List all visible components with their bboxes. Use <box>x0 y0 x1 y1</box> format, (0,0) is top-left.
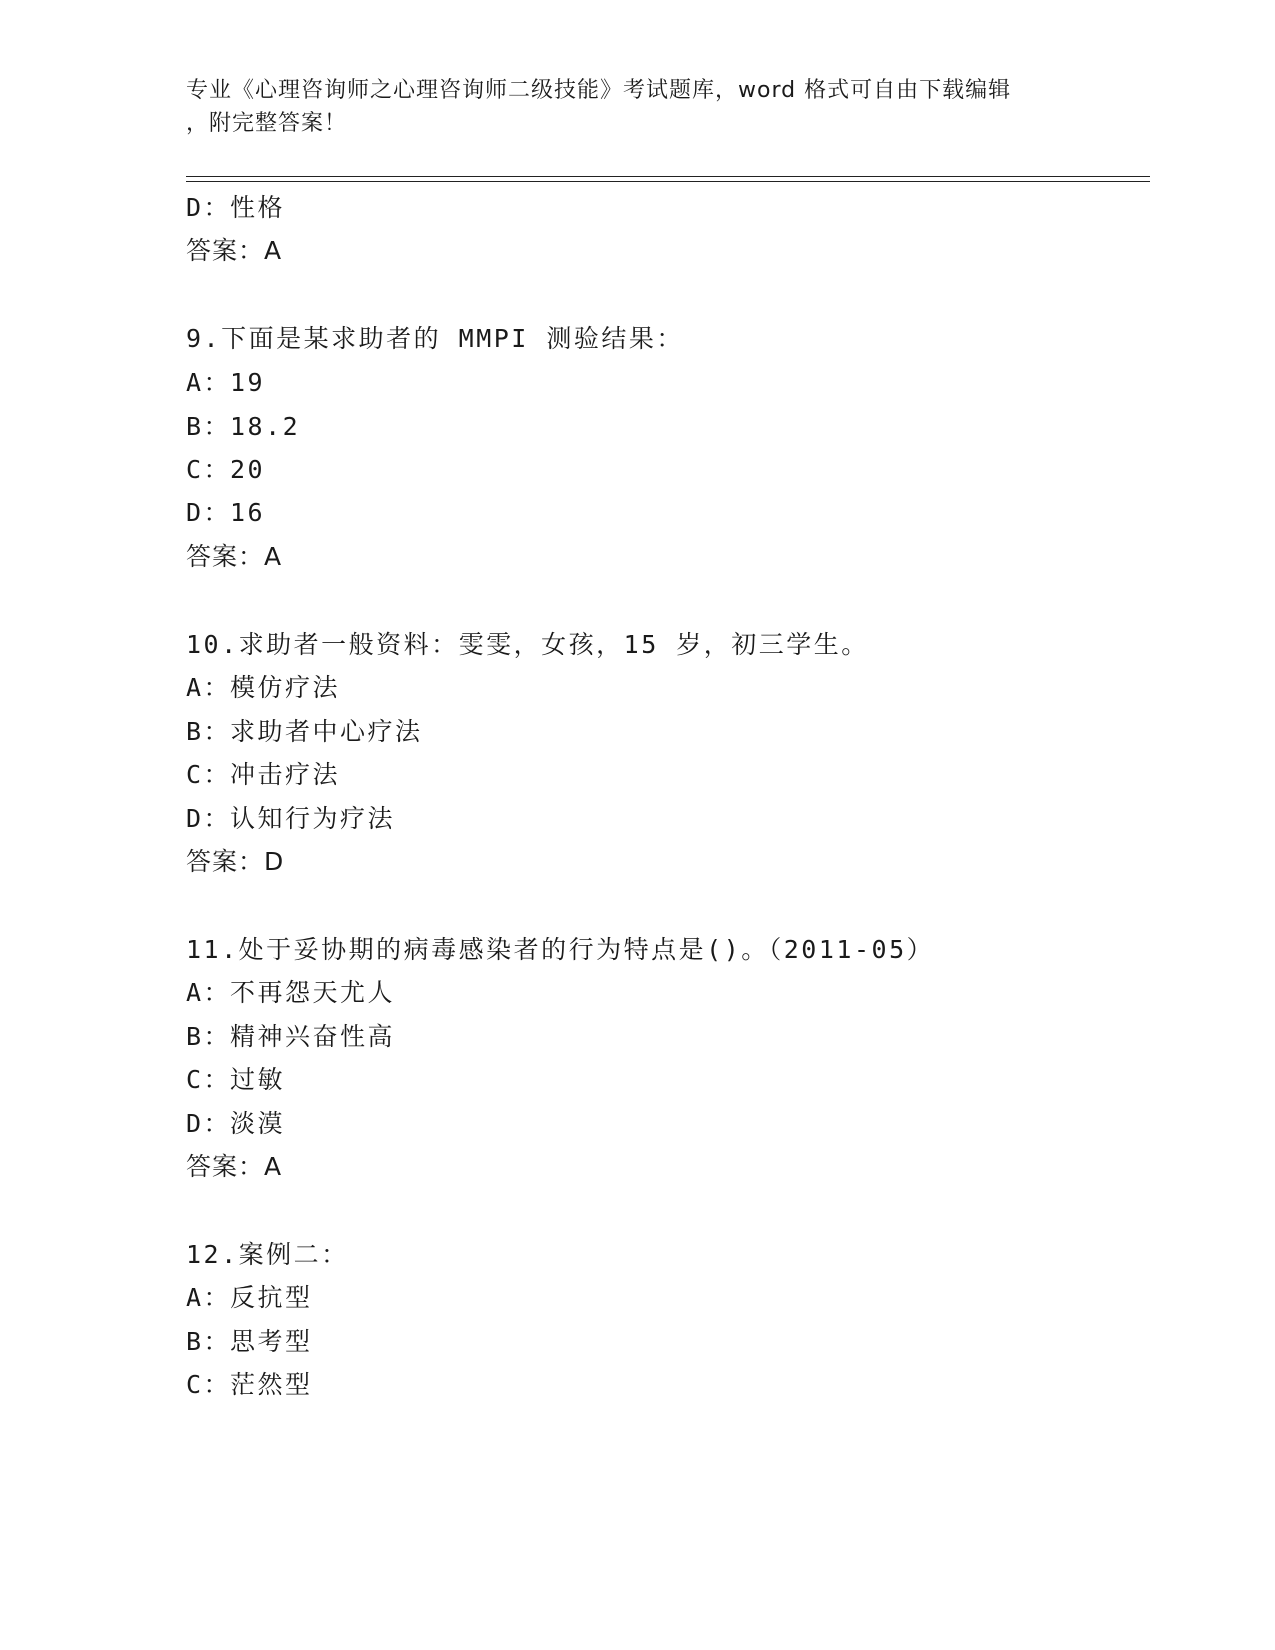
option-a <box>186 1283 313 1313</box>
header-divider-top <box>186 176 1150 177</box>
option-c <box>186 455 265 485</box>
question-stem: 9.下面是某求助者的 MMPI 测验结果： <box>186 324 684 353</box>
option-d <box>186 1109 285 1139</box>
option-text: 19 <box>230 368 266 397</box>
option-letter: A： <box>186 673 232 702</box>
option-letter: D： <box>186 1109 232 1138</box>
option-letter: C： <box>186 455 232 484</box>
option-d <box>186 193 285 223</box>
question-stem: 10.求助者一般资料：雯雯，女孩，15 岁，初三学生。 <box>186 630 869 659</box>
option-d <box>186 498 265 528</box>
option-a <box>186 673 340 703</box>
option-letter: B： <box>186 1022 232 1051</box>
option-text: 20 <box>230 455 266 484</box>
option-text: 思考型 <box>230 1327 313 1356</box>
question-stem: 11.处于妥协期的病毒感染者的行为特点是()。（2011-05） <box>186 935 935 964</box>
option-letter: C： <box>186 1065 232 1094</box>
option-letter: D： <box>186 498 232 527</box>
option-text: 认知行为疗法 <box>230 804 396 833</box>
question-stem: 12.案例二： <box>186 1240 349 1269</box>
option-text: 性格 <box>230 193 286 222</box>
option-text: 茫然型 <box>230 1370 313 1399</box>
option-text: 不再怨天尤人 <box>230 978 396 1007</box>
header-title-line-1: 专业《心理咨询师之心理咨询师二级技能》考试题库，word 格式可自由下载编辑 <box>186 78 1012 103</box>
option-letter: B： <box>186 1327 232 1356</box>
option-text: 过敏 <box>230 1065 286 1094</box>
option-letter: C： <box>186 760 232 789</box>
answer-line: 答案：A <box>186 542 283 571</box>
option-a <box>186 978 395 1008</box>
option-c <box>186 1065 285 1095</box>
option-letter: B： <box>186 412 232 441</box>
answer-line: 答案：A <box>186 1152 283 1181</box>
option-d <box>186 804 395 834</box>
option-text: 16 <box>230 498 266 527</box>
option-letter: A： <box>186 368 232 397</box>
option-b <box>186 717 423 747</box>
option-b <box>186 412 300 442</box>
option-text: 精神兴奋性高 <box>230 1022 396 1051</box>
header-divider-bottom <box>186 181 1150 182</box>
option-letter: B： <box>186 717 232 746</box>
option-letter: D： <box>186 804 232 833</box>
option-letter: D： <box>186 193 232 222</box>
option-letter: A： <box>186 978 232 1007</box>
answer-line: 答案：D <box>186 847 285 876</box>
option-b <box>186 1022 395 1052</box>
option-letter: C： <box>186 1370 232 1399</box>
option-c <box>186 1370 313 1400</box>
option-letter: A： <box>186 1283 232 1312</box>
option-text: 18.2 <box>230 412 301 441</box>
header-title-line-2: ，附完整答案！ <box>186 111 348 136</box>
document-header <box>186 74 1066 140</box>
option-text: 反抗型 <box>230 1283 313 1312</box>
answer-line: 答案：A <box>186 236 283 265</box>
option-text: 求助者中心疗法 <box>230 717 423 746</box>
option-text: 模仿疗法 <box>230 673 341 702</box>
option-text: 淡漠 <box>230 1109 286 1138</box>
option-b <box>186 1327 313 1357</box>
option-c <box>186 760 340 790</box>
option-a <box>186 368 265 398</box>
option-text: 冲击疗法 <box>230 760 341 789</box>
